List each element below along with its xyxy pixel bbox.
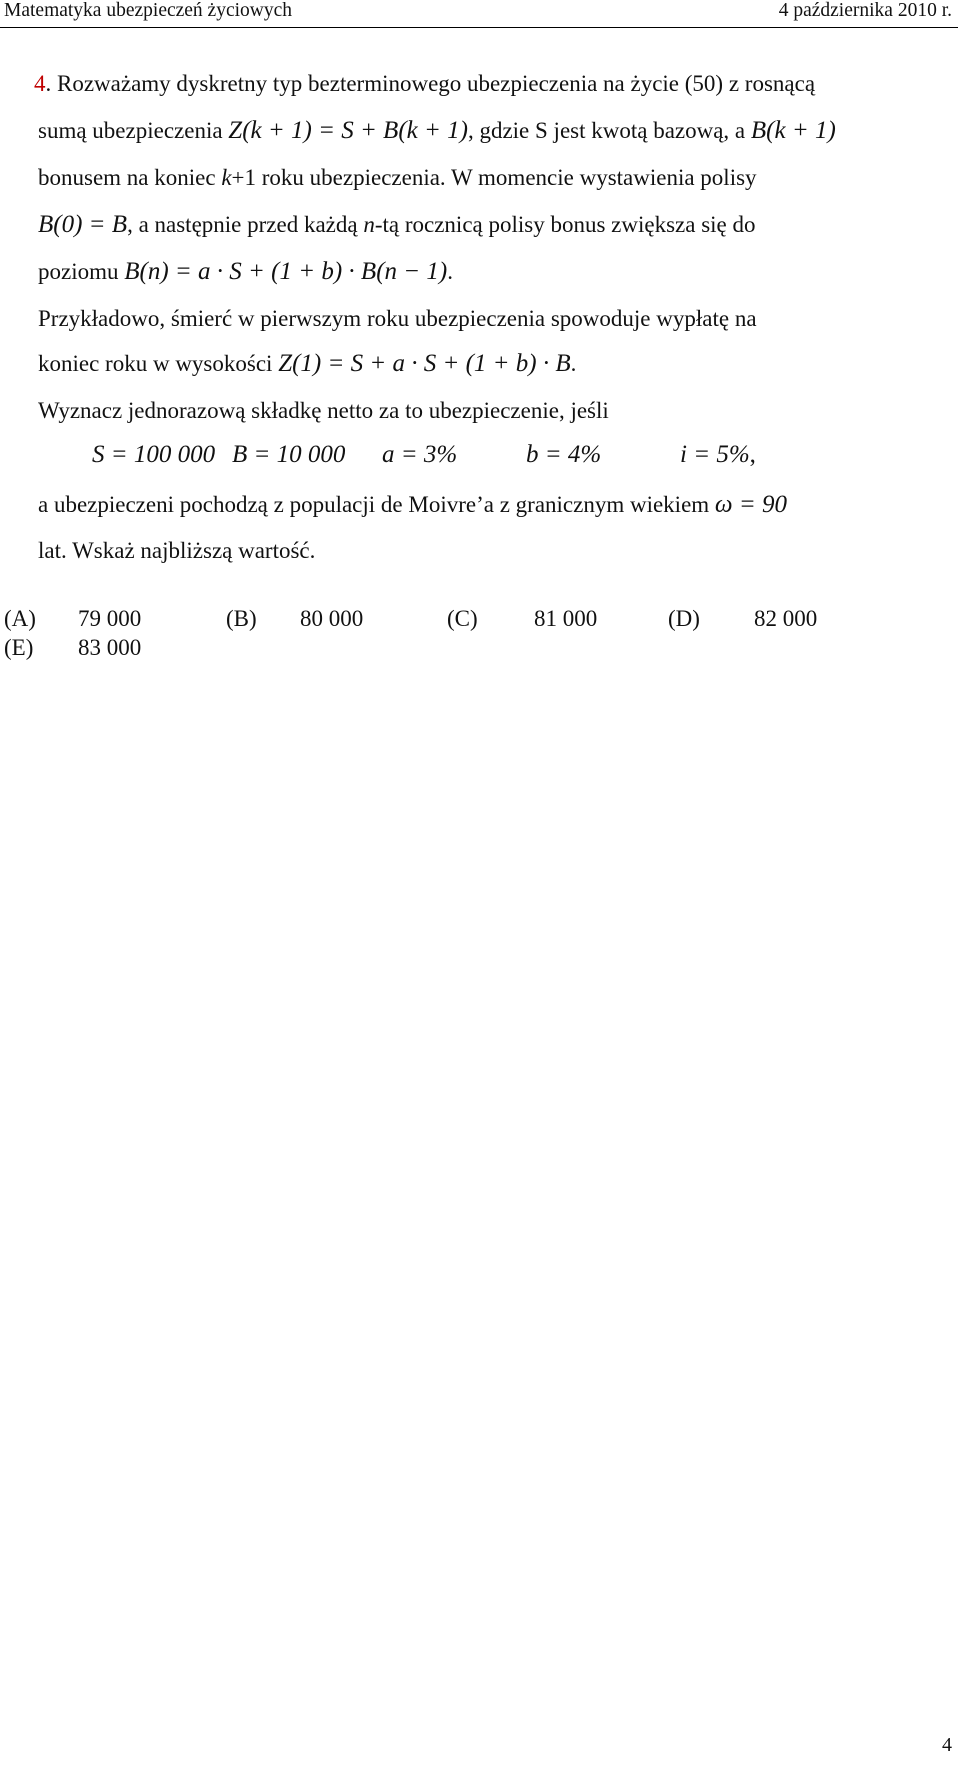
answer-a-label: (A) [4,606,36,631]
answer-e-label: (E) [4,635,34,660]
text: poziomu [38,259,125,284]
header-date: 4 października 2010 r. [778,0,952,21]
text: +1 roku ubezpieczenia. W momencie wystawienia polisy [231,165,757,190]
formula-omega: ω = 90 [714,491,787,518]
text: a ubezpieczeni pochodzą z populacji de Moivre’a z granicznym wiekiem [38,492,715,517]
answer-c-value: 81 000 [534,606,598,631]
text: . Rozważamy dyskretny typ bezterminowego ubezpieczenia na życie (50) z rosnącą [45,71,816,96]
param-i [680,441,756,469]
problem-line-5 [38,258,453,286]
answer-c-label: (C) [447,606,478,631]
page-number: 4 [942,1734,952,1756]
problem-line-8: Wyznacz jednorazową składkę netto za to ubezpieczenie, jeśli [38,398,609,423]
text: . [447,259,453,284]
problem-line-11: lat. Wskaż najbliższą wartość. [38,538,316,563]
text: i = 5% [680,441,750,468]
text: koniec roku w wysokości [38,351,279,376]
problem-line-10 [38,491,787,519]
formula-z: Z(k + 1) = S + B(k + 1) [228,117,468,144]
problem-line-4 [38,211,756,239]
answer-e-value: 83 000 [78,635,142,660]
param-bonus-rate: b = 4% [526,441,602,468]
problem-line-7 [38,350,576,378]
var-k: k [221,165,232,190]
var-n: n [363,212,375,237]
problem-number: 4 [34,71,46,96]
param-a: a = 3% [382,441,458,468]
problem-line-6: Przykładowo, śmierć w pierwszym roku ubezpieczenia spowoduje wypłatę na [38,306,757,331]
answer-d-label: (D) [668,606,700,631]
header-title: Matematyka ubezpieczeń życiowych [4,0,293,21]
text: . [570,351,577,376]
problem-line-1 [34,70,815,98]
formula-z1: Z(1) = S + a · S + (1 + b) · B [278,350,571,377]
formula-b0: B(0) = B [38,211,128,238]
problem-line-3 [38,164,757,192]
text: -tą rocznicą polisy bonus zwiększa się do [374,212,756,237]
formula-bn: B(n) = a · S + (1 + b) · B(n − 1) [124,258,448,285]
text: , gdzie S jest kwotą bazową, a [467,118,751,143]
param-s: S = 100 000 [92,441,216,468]
formula-bk: B(k + 1) [750,117,836,144]
answer-a-value: 79 000 [78,606,142,631]
answer-b-label: (B) [226,606,257,631]
problem-line-2 [38,117,836,145]
header-rule [0,27,958,28]
text: bonusem na koniec [38,165,222,190]
text: sumą ubezpieczenia [38,118,229,143]
text: , [749,441,756,468]
text: , a następnie przed każdą [127,212,364,237]
param-b: B = 10 000 [232,441,346,468]
answer-b-value: 80 000 [300,606,364,631]
answer-d-value: 82 000 [754,606,818,631]
